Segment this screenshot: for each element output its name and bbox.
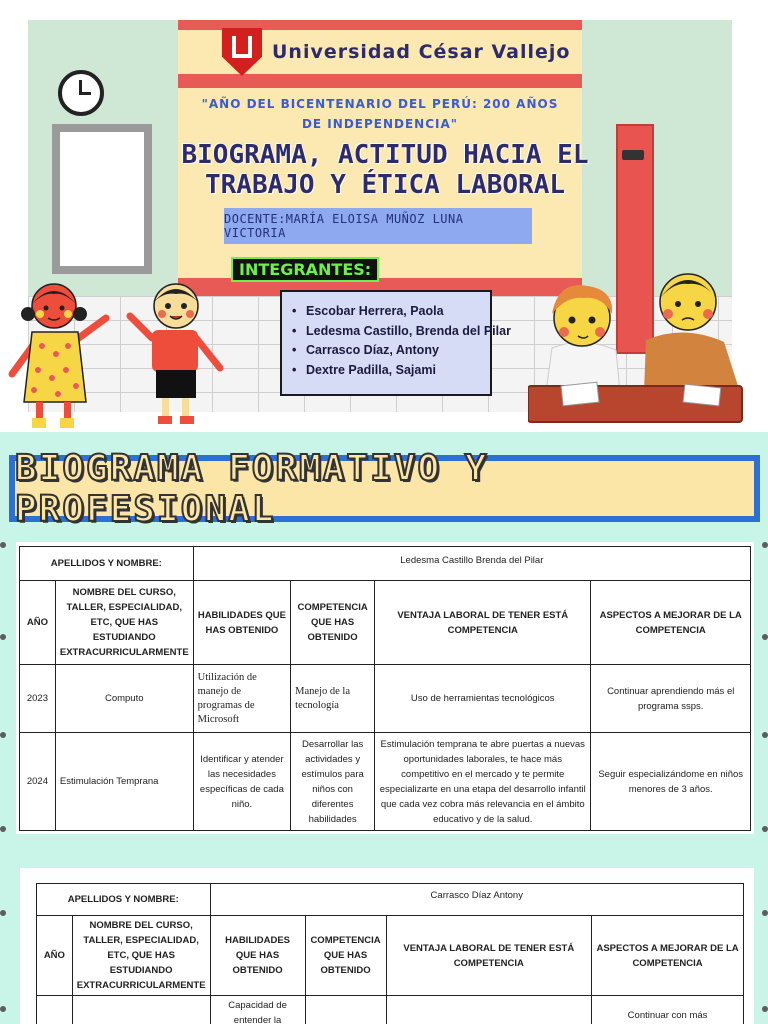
competence-header: COMPETENCIA QUE HAS OBTENIDO bbox=[291, 581, 375, 665]
member-item: • Escobar Herrera, Paola bbox=[306, 302, 484, 322]
improve-cell: Continuar aprendiendo más el programa ssps. bbox=[591, 665, 751, 733]
name-label-cell: APELLIDOS Y NOMBRE: bbox=[20, 547, 194, 581]
table-row bbox=[20, 733, 751, 831]
course-cell: Computo bbox=[55, 665, 193, 733]
biogram-card-1 bbox=[16, 542, 754, 834]
improve-cell: Seguir especializándome en niños menores de 3 años. bbox=[591, 733, 751, 831]
table-row bbox=[37, 996, 744, 1024]
name-label-cell: APELLIDOS Y NOMBRE: bbox=[37, 884, 211, 916]
year-header: AÑO bbox=[37, 916, 73, 996]
student-name-cell: Carrasco Díaz Antony bbox=[210, 884, 743, 916]
year-cell bbox=[37, 996, 73, 1024]
improve-header: ASPECTOS A MEJORAR DE LA COMPETENCIA bbox=[591, 581, 751, 665]
improve-cell: Continuar con más bbox=[592, 996, 744, 1024]
year-cell: 2023 bbox=[20, 665, 56, 733]
clock-icon bbox=[58, 70, 104, 116]
dot-decoration bbox=[762, 542, 768, 548]
advantage-header: VENTAJA LABORAL DE TENER ESTÁ COMPETENCIA bbox=[375, 581, 591, 665]
dot-decoration bbox=[762, 826, 768, 832]
section-banner-title: BIOGRAMA FORMATIVO Y PROFESIONAL bbox=[15, 447, 489, 530]
skills-cell: Identificar y atender las necesidades específicas de cada niño. bbox=[193, 733, 291, 831]
dot-decoration bbox=[0, 542, 6, 548]
dot-decoration bbox=[762, 634, 768, 640]
course-header: NOMBRE DEL CURSO, TALLER, ESPECIALIDAD, ETC, QUE HAS ESTUDIANDO EXTRACURRICULARMENTE bbox=[72, 916, 210, 996]
dot-decoration bbox=[762, 732, 768, 738]
course-header: NOMBRE DEL CURSO, TALLER, ESPECIALIDAD, ETC, QUE HAS ESTUDIANDO EXTRACURRICULARMENTE bbox=[55, 581, 193, 665]
university-name: Universidad César Vallejo bbox=[272, 41, 571, 63]
advantage-header: VENTAJA LABORAL DE TENER ESTÁ COMPETENCIA bbox=[386, 916, 592, 996]
dot-decoration bbox=[0, 732, 6, 738]
main-title-line-2: TRABAJO Y ÉTICA LABORAL bbox=[204, 170, 566, 200]
advantage-cell bbox=[386, 996, 592, 1024]
motto: "AÑO DEL BICENTENARIO DEL PERÚ: 200 AÑOS DE INDEPENDENCIA" bbox=[201, 97, 559, 131]
back-wall-trim bbox=[178, 74, 582, 88]
students-at-desk-illustration bbox=[528, 262, 756, 426]
competence-cell bbox=[305, 996, 386, 1024]
course-cell bbox=[72, 996, 210, 1024]
members-list bbox=[280, 290, 511, 396]
biogram-table-1 bbox=[19, 546, 751, 831]
members-label: INTEGRANTES: bbox=[231, 257, 379, 282]
main-title bbox=[180, 140, 590, 200]
biogram-table-2 bbox=[36, 883, 744, 1024]
skills-cell: Capacidad de entender la bbox=[210, 996, 305, 1024]
table-row bbox=[20, 665, 751, 733]
dot-decoration bbox=[0, 910, 6, 916]
year-header: AÑO bbox=[20, 581, 56, 665]
cover-slide bbox=[0, 0, 768, 432]
university-shield-icon bbox=[222, 28, 262, 76]
member-item: • Dextre Padilla, Sajami bbox=[306, 361, 484, 381]
teacher-label: DOCENTE:MARÍA ELOISA MUÑOZ LUNA VICTORIA bbox=[224, 208, 532, 244]
advantage-cell: Uso de herramientas tecnológicos bbox=[375, 665, 591, 733]
door-handle bbox=[622, 150, 644, 160]
skills-header: HABILIDADES QUE HAS OBTENIDO bbox=[193, 581, 291, 665]
section-banner bbox=[9, 447, 760, 530]
competence-header: COMPETENCIA QUE HAS OBTENIDO bbox=[305, 916, 386, 996]
course-cell: Estimulación Temprana bbox=[55, 733, 193, 831]
competence-cell: Manejo de la tecnología bbox=[291, 665, 375, 733]
biogram-card-2 bbox=[20, 868, 754, 1024]
member-item: • Ledesma Castillo, Brenda del Pilar bbox=[306, 322, 484, 342]
improve-header: ASPECTOS A MEJORAR DE LA COMPETENCIA bbox=[592, 916, 744, 996]
main-title-line-1: BIOGRAMA, ACTITUD HACIA EL bbox=[181, 140, 589, 170]
dot-decoration bbox=[762, 1006, 768, 1012]
skills-cell: Utilización de manejo de programas de Microsoft bbox=[193, 665, 291, 733]
skills-header: HABILIDADES QUE HAS OBTENIDO bbox=[210, 916, 305, 996]
dot-decoration bbox=[0, 1006, 6, 1012]
member-item: • Carrasco Díaz, Antony bbox=[306, 341, 484, 361]
competence-cell: Desarrollar las actividades y estímulos para niños con diferentes habilidades bbox=[291, 733, 375, 831]
window bbox=[52, 124, 152, 274]
university-logo bbox=[222, 28, 570, 76]
dot-decoration bbox=[0, 634, 6, 640]
year-cell: 2024 bbox=[20, 733, 56, 831]
dot-decoration bbox=[0, 826, 6, 832]
boy-waving-illustration bbox=[122, 276, 232, 432]
girl-illustration bbox=[4, 274, 114, 432]
dot-decoration bbox=[762, 910, 768, 916]
student-name-cell: Ledesma Castillo Brenda del Pilar bbox=[193, 547, 750, 581]
advantage-cell: Estimulación temprana te abre puertas a nuevas oportunidades laborales, te hace más competitivo en el mercado y te permite especializarte en una etapa del desarrollo infantil que cada vez cobra más relevancia en el ámbito educativo y de la salud. bbox=[375, 733, 591, 831]
